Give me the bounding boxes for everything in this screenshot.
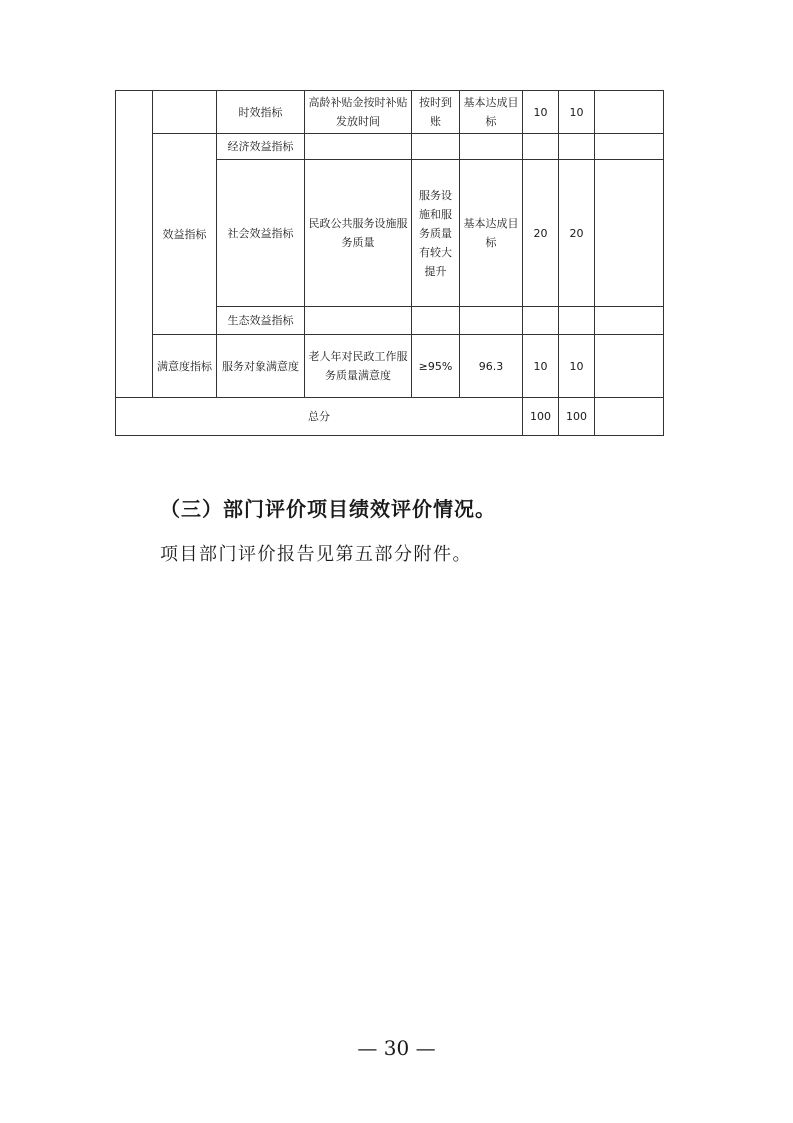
total-score-cell: 100 xyxy=(559,398,595,436)
level1-cell: 满意度指标 xyxy=(153,335,217,398)
target-cell: 服务设施和服务质量有较大提升 xyxy=(412,160,460,307)
score-cell xyxy=(559,307,595,335)
section-paragraph: 项目部门评价报告见第五部分附件。 xyxy=(160,544,472,565)
score-cell xyxy=(559,134,595,160)
actual-cell xyxy=(460,307,523,335)
target-cell: ≥95% xyxy=(412,335,460,398)
total-weight-cell: 100 xyxy=(523,398,559,436)
indicator-cell: 民政公共服务设施服务质量 xyxy=(305,160,412,307)
weight-cell xyxy=(523,134,559,160)
target-cell xyxy=(412,307,460,335)
actual-cell: 基本达成目标 xyxy=(460,160,523,307)
performance-table xyxy=(115,90,664,436)
indicator-cell: 老人年对民政工作服务质量满意度 xyxy=(305,335,412,398)
weight-cell: 10 xyxy=(523,335,559,398)
page-number: — 30 — xyxy=(357,1036,436,1060)
indicator-cell: 高龄补贴金按时补贴发放时间 xyxy=(305,91,412,134)
score-cell: 20 xyxy=(559,160,595,307)
target-cell xyxy=(412,134,460,160)
level2-cell: 生态效益指标 xyxy=(217,307,305,335)
table-row xyxy=(116,91,664,134)
remark-cell xyxy=(595,134,664,160)
section-heading: （三）部门评价项目绩效评价情况。 xyxy=(160,497,496,521)
actual-cell: 96.3 xyxy=(460,335,523,398)
weight-cell: 10 xyxy=(523,91,559,134)
level1-blank-cell xyxy=(153,91,217,134)
remark-cell xyxy=(595,160,664,307)
level2-cell: 时效指标 xyxy=(217,91,305,134)
target-cell: 按时到账 xyxy=(412,91,460,134)
indicator-cell xyxy=(305,134,412,160)
level2-cell: 经济效益指标 xyxy=(217,134,305,160)
remark-cell xyxy=(595,335,664,398)
table-row xyxy=(116,398,664,436)
remark-cell xyxy=(595,398,664,436)
weight-cell xyxy=(523,307,559,335)
score-cell: 10 xyxy=(559,91,595,134)
actual-cell xyxy=(460,134,523,160)
weight-cell: 20 xyxy=(523,160,559,307)
indicator-cell xyxy=(305,307,412,335)
total-label-cell: 总分 xyxy=(116,398,523,436)
level2-cell: 社会效益指标 xyxy=(217,160,305,307)
table-row xyxy=(116,134,664,160)
outer-blank-cell xyxy=(116,91,153,398)
remark-cell xyxy=(595,307,664,335)
remark-cell xyxy=(595,91,664,134)
level2-cell: 服务对象满意度 xyxy=(217,335,305,398)
score-cell: 10 xyxy=(559,335,595,398)
table-row xyxy=(116,335,664,398)
level1-cell: 效益指标 xyxy=(153,134,217,335)
actual-cell: 基本达成目标 xyxy=(460,91,523,134)
